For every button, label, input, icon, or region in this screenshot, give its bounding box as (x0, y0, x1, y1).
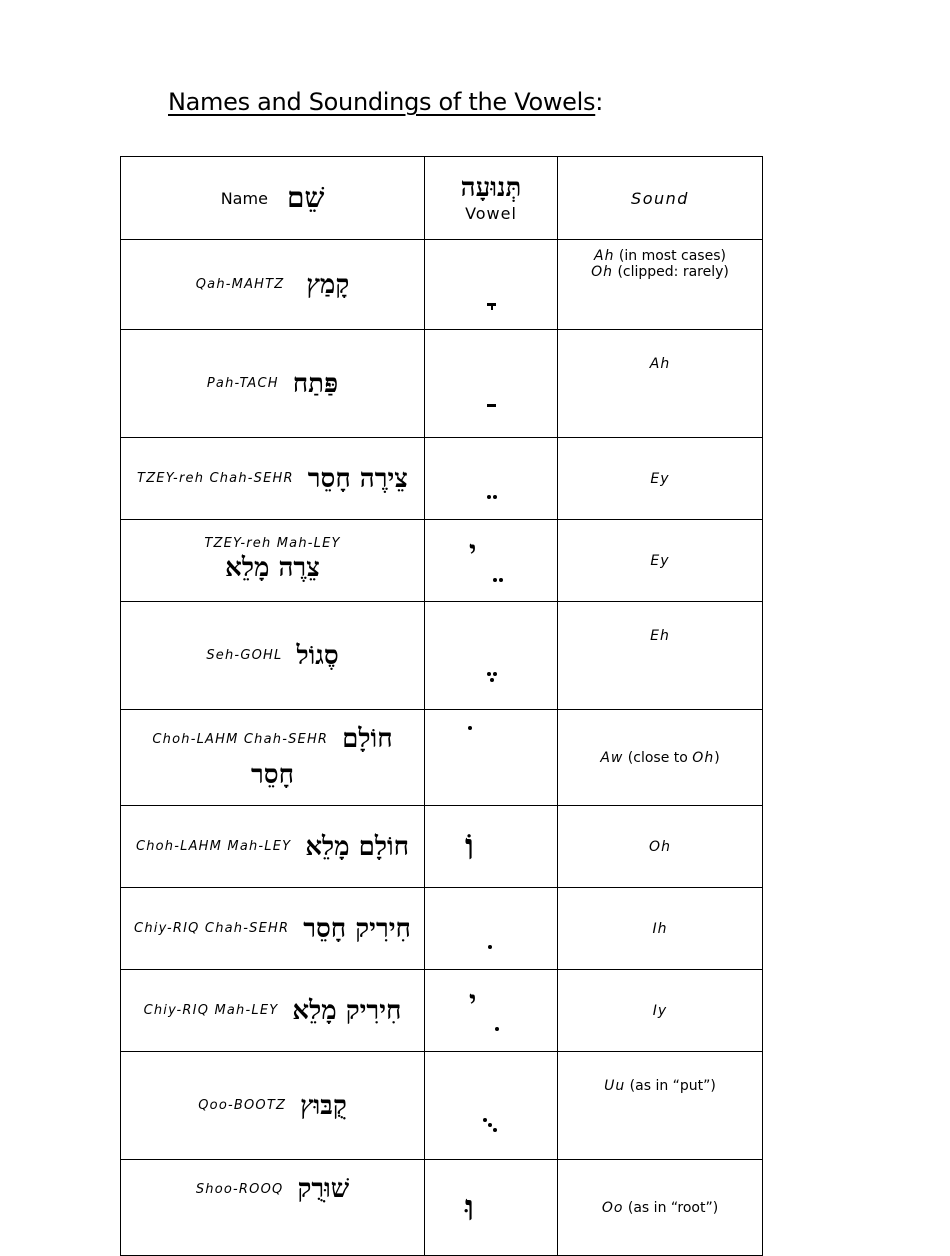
sound-cell (558, 330, 763, 438)
tzere-male-mark: י (425, 520, 557, 601)
hebrew-name: שׁוּרֻק (297, 1174, 350, 1204)
header-vowel-label: Vowel (465, 204, 517, 224)
sound-value: Aw (600, 749, 624, 766)
table-row (121, 240, 763, 330)
cholam-mark (425, 710, 557, 805)
vowel-mark-cell (425, 438, 558, 520)
vowels-table (120, 156, 763, 1256)
sound-value-alt: Oh (591, 264, 614, 280)
sound-value: Eh (650, 628, 670, 644)
segol-mark (425, 615, 557, 696)
vowel-mark-cell (425, 710, 558, 806)
hebrew-name: צֵירֶה חָסֵר (307, 463, 408, 494)
sound-value: Ey (650, 552, 670, 569)
vowel-mark-cell (425, 970, 558, 1052)
tzere-mark (425, 438, 557, 519)
header-sound-cell (558, 157, 763, 240)
hebrew-name: פַּתַח (292, 368, 339, 399)
sound-value: Ih (652, 920, 668, 937)
hebrew-name: חוֹלָם מָלֵא (305, 831, 410, 862)
table-row (121, 1160, 763, 1256)
table-row (121, 710, 763, 806)
sound-cell (558, 602, 763, 710)
hebrew-name: צֵרֶה מָלֵא (225, 553, 320, 584)
sound-value: Uu (604, 1078, 626, 1094)
table-row (121, 438, 763, 520)
name-cell (121, 1052, 425, 1160)
sound-value: Ey (650, 470, 670, 487)
transliteration: TZEY-reh Chah-SEHR (137, 471, 294, 486)
hebrew-name-continued: חָסֵר (251, 759, 294, 790)
qamatz-mark (425, 244, 557, 325)
name-cell (121, 806, 425, 888)
sound-cell (558, 888, 763, 970)
vowel-mark-cell (425, 888, 558, 970)
sound-note: (close to (623, 749, 693, 766)
transliteration: Choh-LAHM Chah-SEHR (152, 732, 329, 748)
shuruq-mark (425, 1167, 557, 1248)
sound-value: Oh (649, 838, 671, 855)
hebrew-name: קָמַץ (306, 269, 350, 300)
sound-value: Ah (594, 248, 615, 264)
vowel-glyph: וֹ (465, 825, 475, 868)
hebrew-name: סֶגוֹל (296, 640, 339, 671)
header-vowel-cell (425, 157, 558, 240)
vowel-mark-cell (425, 330, 558, 438)
sound-value: Iy (652, 1002, 668, 1019)
patach-mark (425, 343, 557, 424)
sound-value: Ah (649, 356, 671, 372)
hebrew-name: חוֹלָם (342, 724, 393, 755)
sound-note: (in most cases) (614, 248, 726, 264)
chiriq-mark (425, 888, 557, 969)
vowel-mark-cell (425, 806, 558, 888)
hebrew-name: קֻבּוּץ (300, 1090, 347, 1121)
vowel-mark-cell (425, 520, 558, 602)
sound-note: (as in “put”) (625, 1078, 716, 1094)
sound-value-alt: Oh (692, 749, 715, 766)
chiriq-male-mark (425, 970, 557, 1051)
table-row (121, 520, 763, 602)
vowel-glyph: י (469, 984, 477, 1017)
sound-cell (558, 520, 763, 602)
name-cell (121, 438, 425, 520)
name-cell (121, 710, 425, 806)
header-vowel-hebrew: תְּנוּעָה (460, 172, 522, 203)
transliteration: Shoo-ROOQ (195, 1181, 284, 1197)
table-row (121, 330, 763, 438)
name-cell (121, 602, 425, 710)
name-cell (121, 240, 425, 330)
transliteration: Qoo-BOOTZ (198, 1098, 287, 1113)
hebrew-name: חִירִיק מָלֵא (292, 995, 402, 1026)
sound-cell (558, 438, 763, 520)
header-sound-label: Sound (631, 188, 689, 208)
vowel-mark-cell (425, 602, 558, 710)
hebrew-name: חִירִיק חָסֵר (303, 913, 411, 944)
header-name-label: Name (220, 188, 268, 208)
sound-cell (558, 1052, 763, 1160)
qubbutz-mark (425, 1065, 557, 1146)
name-cell (121, 330, 425, 438)
sound-note-alt: ) (714, 749, 720, 766)
vowel-glyph: וּ (465, 1186, 475, 1229)
cholam-male-mark (425, 806, 557, 887)
sound-cell (558, 970, 763, 1052)
name-cell (121, 970, 425, 1052)
table-row (121, 1052, 763, 1160)
transliteration: Chiy-RIQ Chah-SEHR (134, 921, 290, 936)
transliteration: Choh-LAHM Mah-LEY (135, 839, 292, 854)
sound-note-alt: (clipped: rarely) (613, 264, 729, 280)
transliteration: Seh-GOHL (206, 648, 283, 663)
transliteration: TZEY-reh Mah-LEY (204, 536, 341, 552)
sound-cell (558, 240, 763, 330)
header-name-hebrew: שֵׁם (287, 181, 325, 214)
transliteration: Qah-MAHTZ (195, 277, 285, 292)
name-cell (121, 520, 425, 602)
vowel-mark-cell (425, 1160, 558, 1256)
table-row (121, 806, 763, 888)
sound-cell (558, 710, 763, 806)
vowel-mark-cell (425, 240, 558, 330)
transliteration: Pah-TACH (206, 376, 279, 391)
sound-note: (as in “root”) (623, 1199, 719, 1216)
sound-cell (558, 806, 763, 888)
table-header-row (121, 157, 763, 240)
name-cell (121, 888, 425, 970)
header-name-cell (121, 157, 425, 240)
table-row (121, 888, 763, 970)
table-row (121, 602, 763, 710)
transliteration: Chiy-RIQ Mah-LEY (143, 1003, 279, 1018)
name-cell (121, 1160, 425, 1256)
sound-value: Oo (601, 1199, 624, 1216)
sound-cell (558, 1160, 763, 1256)
page-title: Names and Soundings of the Vowels: (168, 88, 604, 116)
table-row (121, 970, 763, 1052)
vowel-mark-cell (425, 1052, 558, 1160)
